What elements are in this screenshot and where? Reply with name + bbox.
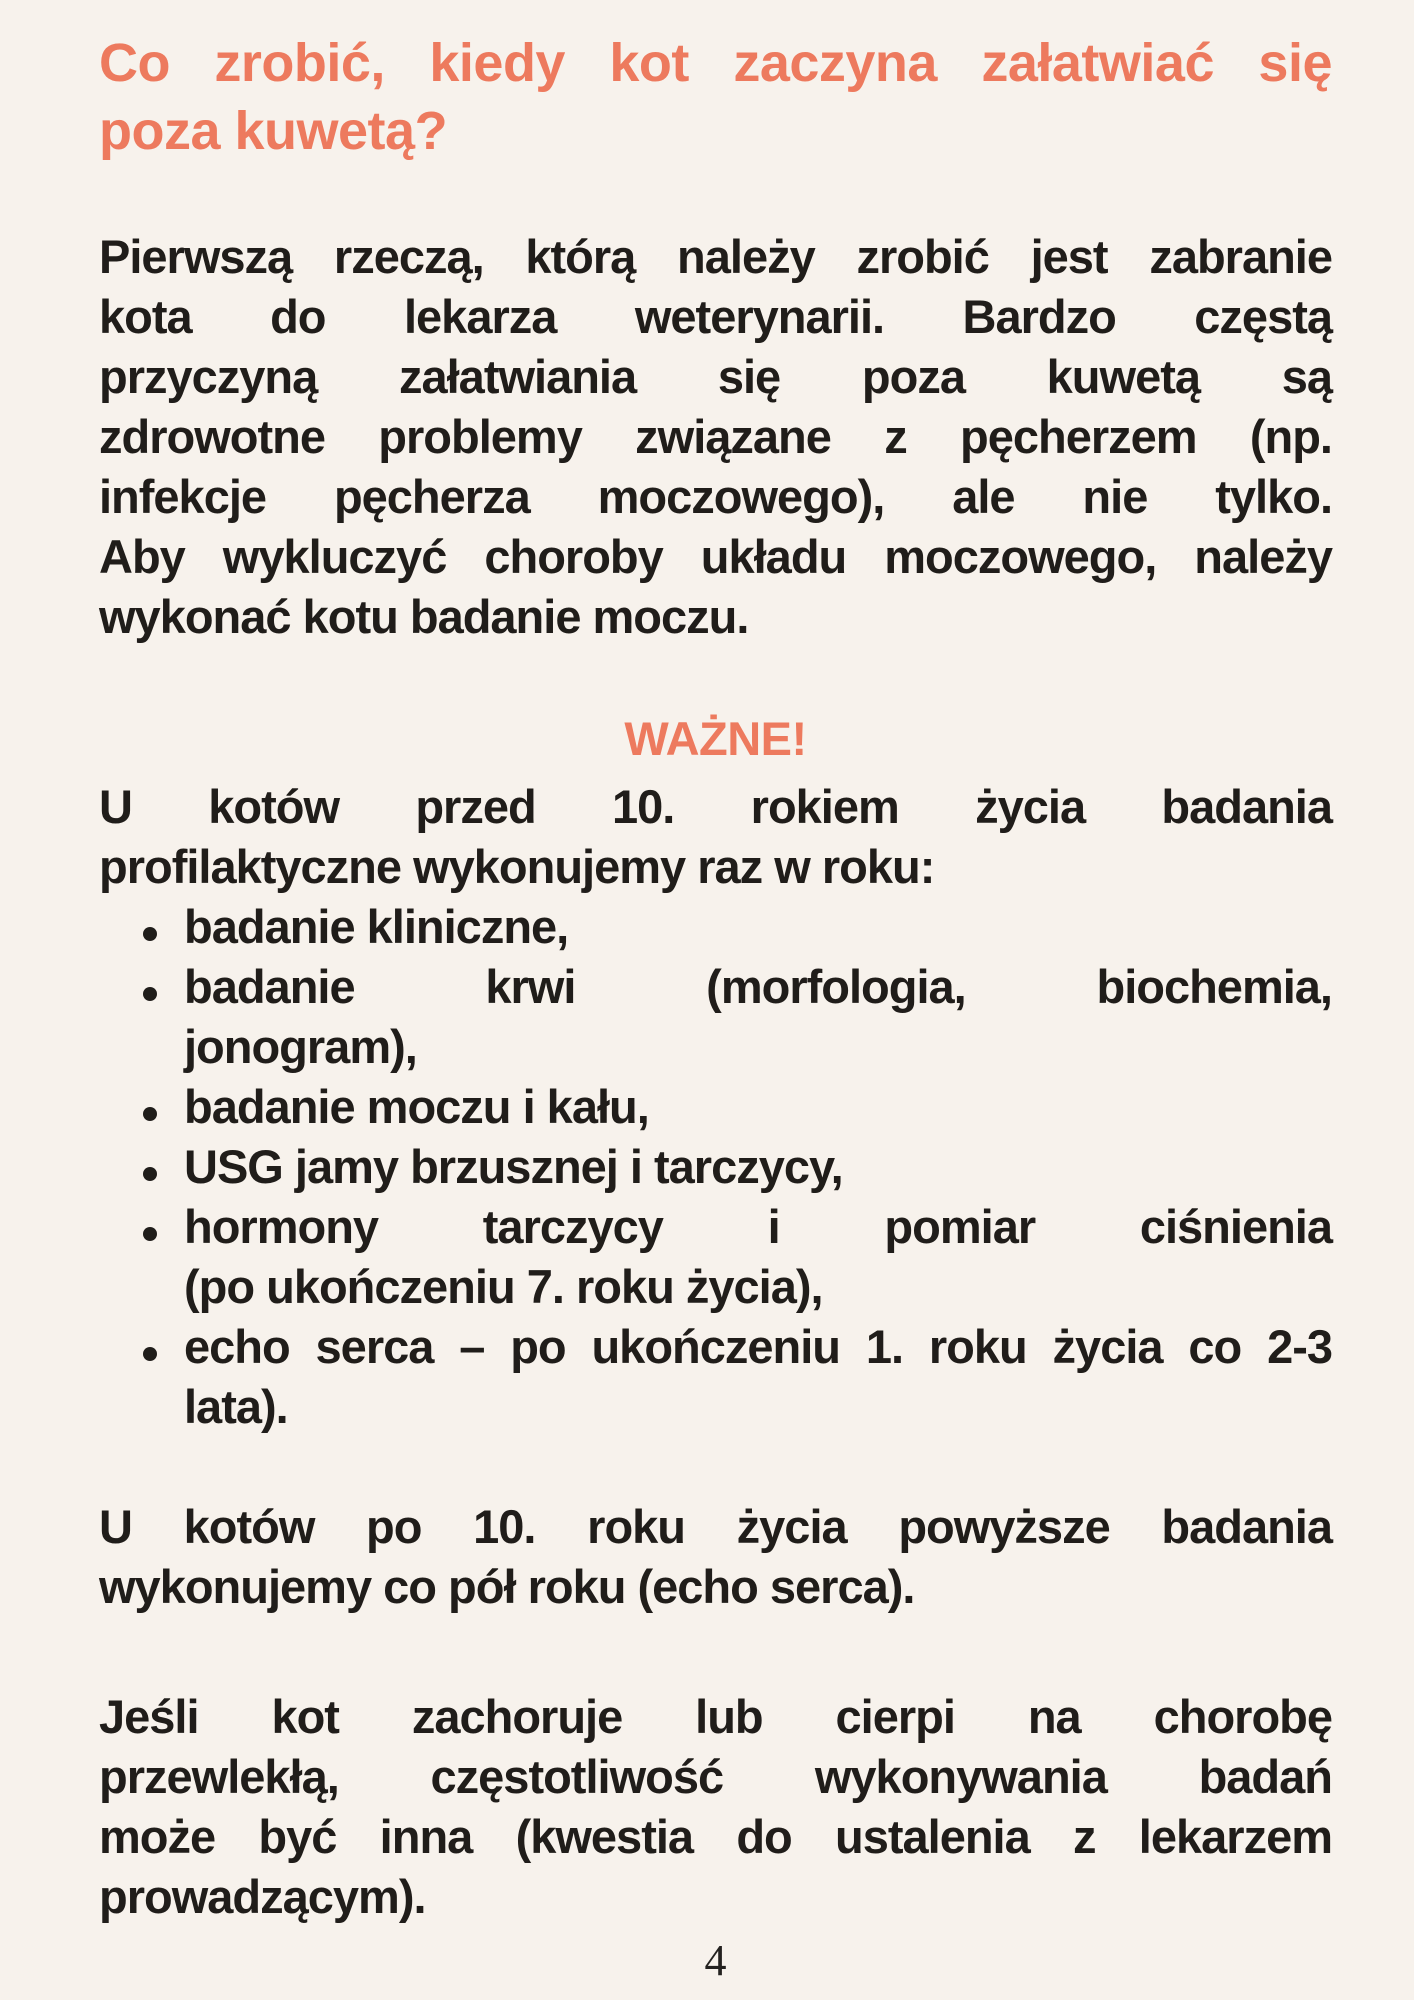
important-heading: WAŻNE!	[624, 712, 807, 765]
text-line: badanie moczu i kału,	[184, 1080, 649, 1133]
list-item	[99, 1317, 1332, 1437]
text-line: Pierwszą rzeczą, którą należy zrobić jest zabranie	[99, 230, 1332, 283]
bullet-icon	[143, 927, 157, 941]
text-line: może być inna (kwestia do ustalenia z lekarzem	[99, 1810, 1332, 1863]
page-number: 4	[704, 1936, 727, 1985]
text-line: profilaktyczne wykonujemy raz w roku:	[99, 840, 935, 893]
text-line: U kotów przed 10. rokiem życia badania	[99, 780, 1332, 833]
text-line: U kotów po 10. roku życia powyższe badania	[99, 1500, 1332, 1553]
text-line: wykonujemy co pół roku (echo serca).	[99, 1560, 915, 1613]
bullet-icon	[143, 1107, 157, 1121]
bullet-icon	[143, 1167, 157, 1181]
bullet-icon	[143, 987, 157, 1001]
text-line: infekcje pęcherza moczowego), ale nie tylko.	[99, 470, 1332, 523]
list-item	[99, 957, 1332, 1077]
text-line: wykonać kotu badanie moczu.	[99, 590, 749, 643]
list-item-text	[184, 1197, 1332, 1317]
list-item	[99, 1137, 1332, 1197]
page-title	[99, 29, 1332, 165]
list-item-text	[184, 1137, 1332, 1197]
text-line: poza kuwetą?	[99, 101, 448, 161]
text-line: badanie krwi (morfologia, biochemia,	[184, 960, 1332, 1013]
text-line: Co zrobić, kiedy kot zaczyna załatwiać się	[99, 33, 1332, 93]
text-line: hormony tarczycy i pomiar ciśnienia	[184, 1200, 1332, 1253]
list-item-text	[184, 1077, 1332, 1137]
text-line: zdrowotne problemy związane z pęcherzem (np.	[99, 410, 1332, 463]
list-item-text	[184, 897, 1332, 957]
bullet-icon	[143, 1227, 157, 1241]
checkup-list	[99, 897, 1332, 1437]
list-item	[99, 897, 1332, 957]
text-line: badanie kliniczne,	[184, 900, 569, 953]
bullet-icon	[143, 1347, 157, 1361]
paragraph-checkups-intro	[99, 777, 1332, 897]
list-item-text	[184, 1317, 1332, 1437]
text-line: jonogram),	[184, 1020, 417, 1073]
text-line: kota do lekarza weterynarii. Bardzo częstą	[99, 290, 1332, 343]
text-line: Jeśli kot zachoruje lub cierpi na chorobę	[99, 1690, 1332, 1743]
list-item-text	[184, 957, 1332, 1077]
list-item	[99, 1197, 1332, 1317]
text-line: przewlekłą, częstotliwość wykonywania badań	[99, 1750, 1332, 1803]
text-line: Aby wykluczyć choroby układu moczowego, należy	[99, 530, 1332, 583]
text-line: (po ukończeniu 7. roku życia),	[184, 1260, 823, 1313]
paragraph-chronic-illness	[99, 1687, 1332, 1927]
text-line: przyczyną załatwiania się poza kuwetą są	[99, 350, 1332, 403]
text-line: echo serca – po ukończeniu 1. roku życia co 2-3	[184, 1320, 1332, 1373]
paragraph-vet-visit	[99, 227, 1332, 647]
text-line: USG jamy brzusznej i tarczycy,	[184, 1140, 843, 1193]
list-item	[99, 1077, 1332, 1137]
text-line: prowadzącym).	[99, 1870, 426, 1923]
paragraph-after-10-years	[99, 1497, 1332, 1617]
page-content	[99, 29, 1332, 1985]
text-line: lata).	[184, 1380, 288, 1433]
